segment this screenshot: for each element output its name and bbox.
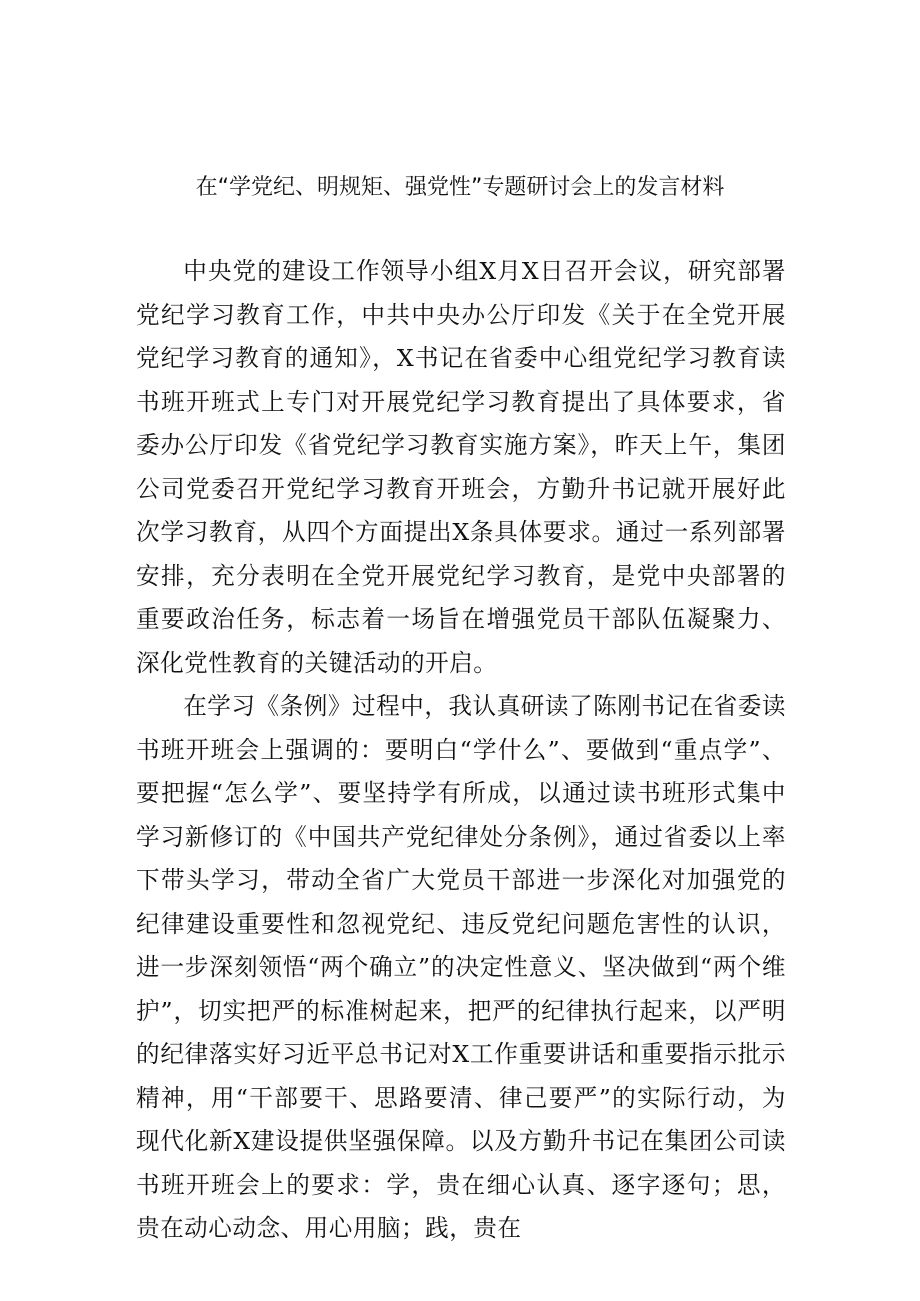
- document-body: [136, 250, 786, 1251]
- paragraph-2: 在学习《条例》过程中，我认真研读了陈刚书记在省委读书班开班会上强调的：要明白“学什么”、要做到“重点学”、要把握“怎么学”、要坚持学有所成，以通过读书班形式集中学习新修订的《中国共产党纪律处分条例》，通过省委以上率下带头学习，带动全省广大党员干部进一步深化对加强党的纪律建设重要性和忽视党纪、违反党纪问题危害性的认识，进一步深刻领悟“两个确立”的决定性意义、坚决做到“两个维护”，切实把严的标准树起来，把严的纪律执行起来，以严明的纪律落实好习近平总书记对X工作重要讲话和重要指示批示精神，用“干部要干、思路要清、律己要严”的实际行动，为现代化新X建设提供坚强保障。以及方勤升书记在集团公司读书班开班会上的要求：学，贵在细心认真、逐字逐句；思，贵在动心动念、用心用脑；践，贵在: [136, 692, 786, 1242]
- document-title: 在“学党纪、明规矩、强党性”专题研讨会上的发言材料: [195, 175, 725, 200]
- paragraph-1: 中央党的建设工作领导小组X月X日召开会议，研究部署党纪学习教育工作，中共中央办公厅印发《关于在全党开展党纪学习教育的通知》，X书记在省委中心组党纪学习教育读书班开班式上专门对开展党纪学习教育提出了具体要求，省委办公厅印发《省党纪学习教育实施方案》，昨天上午，集团公司党委召开党纪学习教育开班会，方勤升书记就开展好此次学习教育，从四个方面提出X条具体要求。通过一系列部署安排，充分表明在全党开展党纪学习教育，是党中央部署的重要政治任务，标志着一场旨在增强党员干部队伍凝聚力、深化党性教育的关键活动的开启。: [136, 257, 786, 677]
